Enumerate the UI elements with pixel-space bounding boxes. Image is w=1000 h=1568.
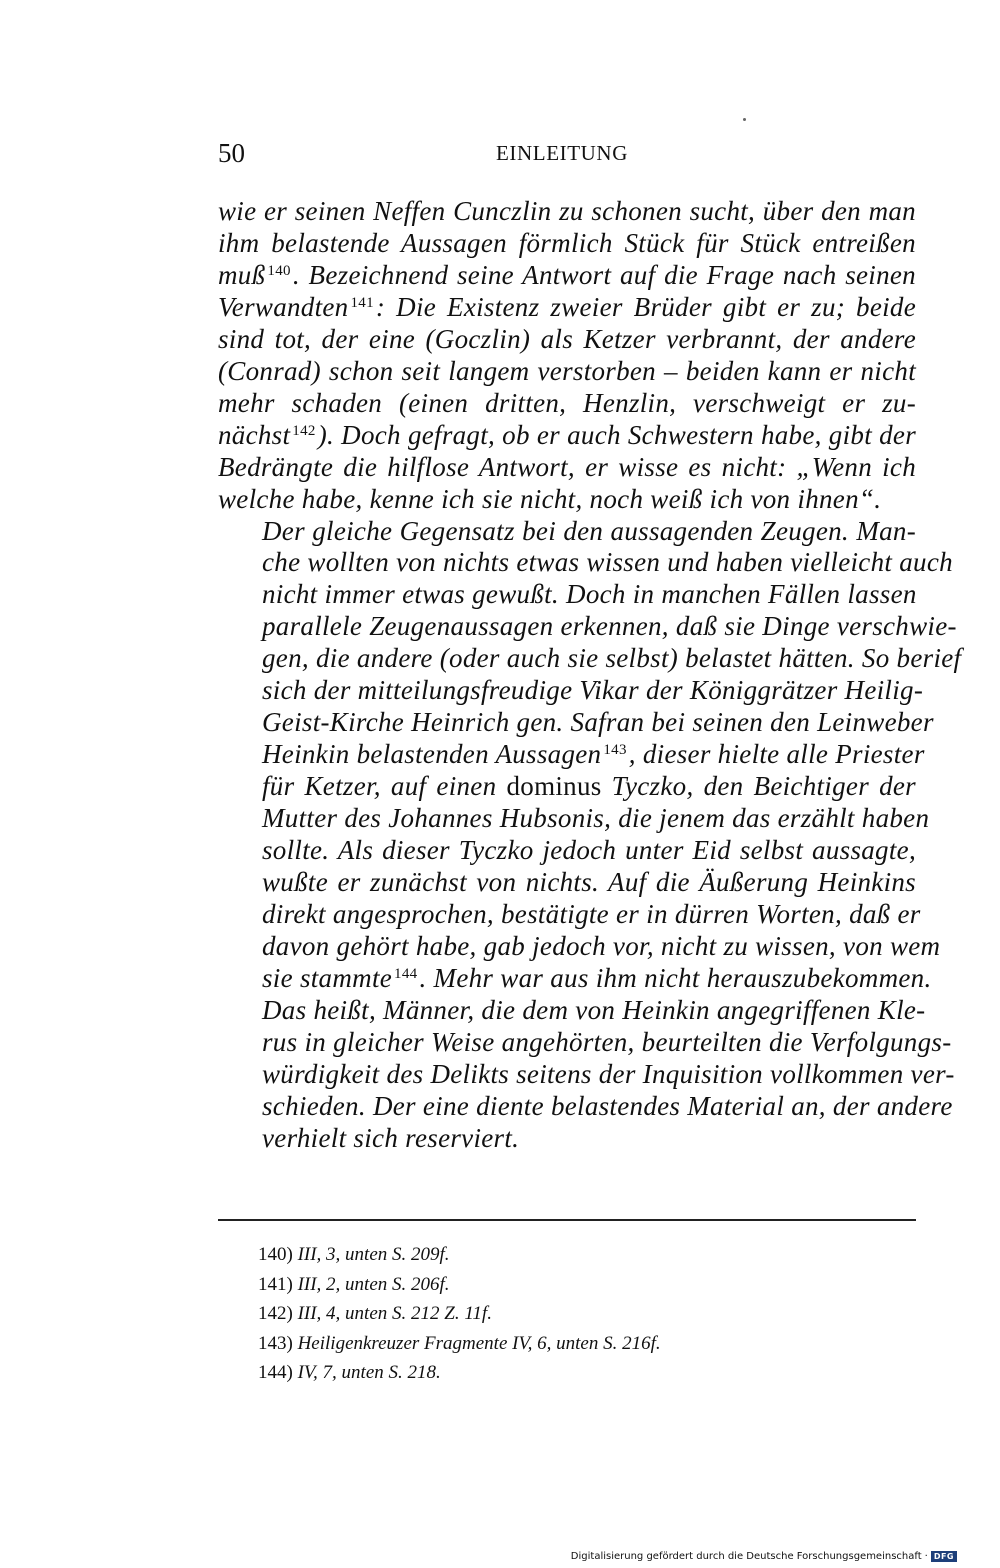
text-line: Bedrängte die hilflose Antwort, er wisse es nicht: „Wenn ich xyxy=(218,451,916,482)
text-line: welche habe, kenne ich sie nicht, noch weiß ich von ihnen“. xyxy=(218,483,882,514)
paragraph-1 xyxy=(218,196,916,516)
footnote-number: 142) xyxy=(258,1303,293,1325)
text-line: würdigkeit des Delikts seitens der Inquisition vollkommen ver- xyxy=(262,1058,955,1089)
text-line xyxy=(218,292,916,324)
footnote-number: 141) xyxy=(258,1273,293,1295)
footnote-140 xyxy=(258,1240,898,1270)
text-segment: . Bezeichnend seine Antwort auf die Frage nach seinen xyxy=(292,259,916,290)
text-segment: ). Doch gefragt, ob er auch Schwestern habe, gibt der xyxy=(317,419,916,450)
text-line xyxy=(218,771,916,803)
text-line: nicht immer etwas gewußt. Doch in manchen Fällen lassen xyxy=(262,579,917,610)
text-line: che wollten von nichts etwas wissen und haben vielleicht auch xyxy=(262,547,953,578)
text-line xyxy=(218,962,932,995)
text-line: ihm belastende Aussagen förmlich Stück für Stück entreißen xyxy=(218,227,916,258)
page-number: 50 xyxy=(218,138,245,168)
text-line: rus in gleicher Weise angehörten, beurteilten die Verfolgungs- xyxy=(262,1026,952,1057)
text-line: davon gehört habe, gab jedoch vor, nicht zu wissen, von wem xyxy=(262,930,941,961)
footnote-rule xyxy=(218,1219,916,1221)
credit-separator: · xyxy=(924,1551,928,1562)
footnotes xyxy=(258,1240,898,1388)
text-segment: Tyczko, den Beichtiger der xyxy=(601,771,916,802)
text-line: wußte er zunächst von nichts. Auf die Äußerung Heinkins xyxy=(262,867,916,898)
text-line: schieden. Der eine diente belastendes Material an, der andere xyxy=(262,1090,953,1121)
text-segment: nächst xyxy=(218,419,291,450)
footnote-reference: 144 xyxy=(394,965,418,982)
dfg-logo-icon: DFG xyxy=(931,1551,957,1562)
text-line: sich der mitteilungsfreudige Vikar der Königgrätzer Heilig- xyxy=(262,675,924,706)
text-segment: Verwandten xyxy=(218,291,349,322)
footnote-142 xyxy=(258,1299,898,1329)
credit-text: Digitalisierung gefördert durch die Deutsche Forschungsgemeinschaft xyxy=(570,1551,922,1562)
footnote-number: 143) xyxy=(258,1332,293,1354)
footnote-144 xyxy=(258,1358,898,1388)
text-line: verhielt sich reserviert. xyxy=(262,1122,520,1153)
text-line: Das heißt, Männer, die dem von Heinkin angegriffenen Kle- xyxy=(262,994,926,1025)
footnote-text: III, 2, unten S. 206f. xyxy=(297,1273,450,1295)
footnote-number: 144) xyxy=(258,1362,293,1384)
footnote-reference: 141 xyxy=(350,294,374,311)
digitization-credit xyxy=(571,1551,957,1562)
text-line: (Conrad) schon seit langem verstorben – beiden kann er nicht xyxy=(218,355,916,386)
body-text xyxy=(218,196,962,1155)
footnote-text: III, 3, unten S. 209f. xyxy=(297,1244,450,1265)
running-head: EINLEITUNG xyxy=(496,141,628,165)
text-line: sollte. Als dieser Tyczko jedoch unter Eid selbst aussagte, xyxy=(262,835,916,866)
footnote-number: 140) xyxy=(258,1244,293,1265)
text-line: mehr schaden (einen dritten, Henzlin, verschweigt er zu- xyxy=(218,387,916,418)
upright-word: dominus xyxy=(506,771,602,802)
text-line: Geist-Kirche Heinrich gen. Safran bei seinen den Leinweber xyxy=(262,707,934,738)
text-segment: , dieser hielte alle Priester xyxy=(628,739,925,770)
footnote-reference: 143 xyxy=(603,742,627,759)
text-segment: sie stammte xyxy=(262,962,393,993)
text-line: wie er seinen Neffen Cunczlin zu schonen sucht, über den man xyxy=(218,196,916,226)
text-segment: für Ketzer, auf einen xyxy=(262,771,507,802)
footnote-141 xyxy=(258,1270,898,1300)
text-line xyxy=(218,739,925,771)
text-line: Mutter des Johannes Hubsonis, die jenem das erzählt haben xyxy=(262,803,930,834)
text-segment: muß xyxy=(218,259,266,290)
footnote-143 xyxy=(258,1329,898,1359)
footnote-reference: 140 xyxy=(267,262,291,279)
scan-speck xyxy=(743,118,746,121)
text-segment: : Die Existenz zweier Brüder gibt er zu; beide xyxy=(375,291,916,322)
text-line: sind tot, der eine (Goczlin) als Ketzer verbrannt, der andere xyxy=(218,323,916,354)
text-segment: . Mehr war aus ihm nicht herauszubekommen. xyxy=(419,962,932,993)
text-line xyxy=(218,260,916,292)
text-line: Der gleiche Gegensatz bei den aussagenden Zeugen. Man- xyxy=(262,515,916,546)
footnote-text: III, 4, unten S. 212 Z. 11f. xyxy=(297,1303,492,1325)
text-line: direkt angesprochen, bestätigte er in dürren Worten, daß er xyxy=(262,898,921,929)
text-segment: Heinkin belastenden Aussagen xyxy=(262,739,602,770)
footnote-reference: 142 xyxy=(292,422,316,439)
paragraph-2 xyxy=(218,515,962,1155)
footnote-text: Heiligenkreuzer Fragmente IV, 6, unten S. 216f. xyxy=(297,1332,661,1354)
text-line: parallele Zeugenaussagen erkennen, daß sie Dinge verschwie- xyxy=(262,611,957,642)
text-line: gen, die andere (oder auch sie selbst) belastet hätten. So berief xyxy=(262,643,962,674)
text-line xyxy=(218,420,916,452)
footnote-text: IV, 7, unten S. 218. xyxy=(297,1362,441,1384)
